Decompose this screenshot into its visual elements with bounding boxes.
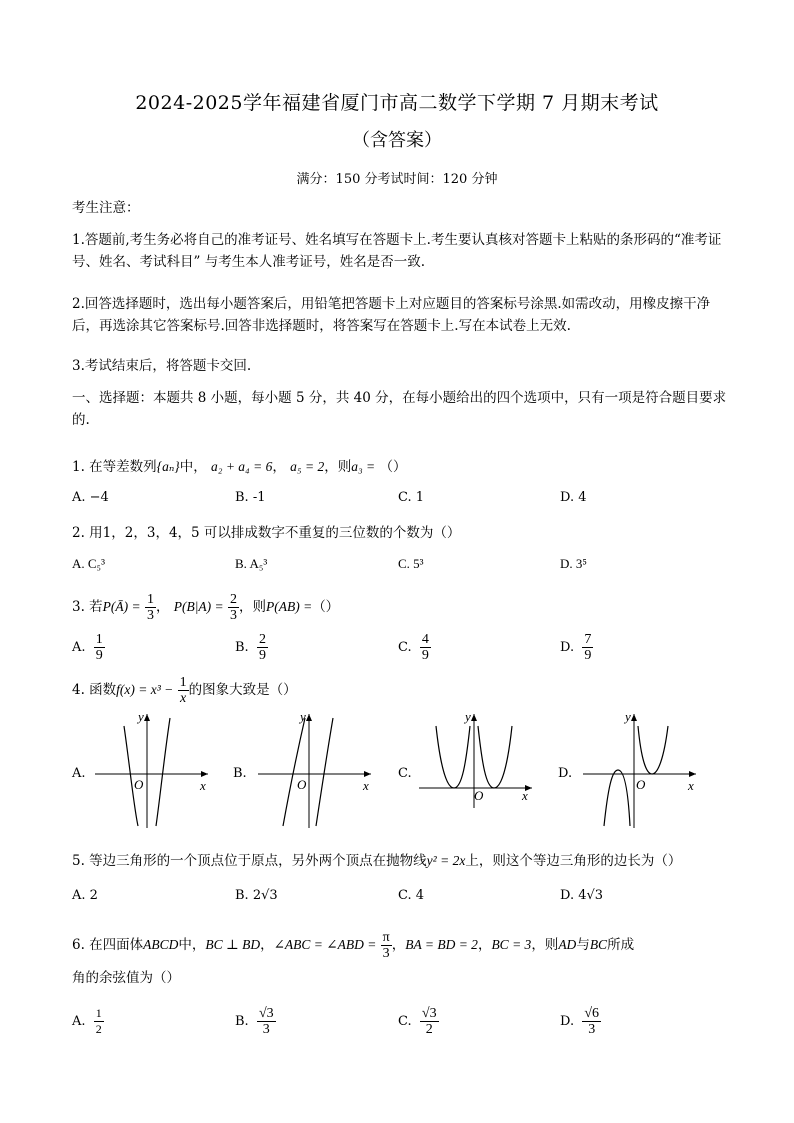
fraction-numerator: 1 bbox=[95, 632, 103, 647]
origin-label: O bbox=[474, 788, 484, 803]
question-1-paren: （） bbox=[379, 459, 407, 475]
fraction-numerator: 1 bbox=[146, 592, 154, 607]
question-6-text: 与 bbox=[576, 937, 590, 953]
question-6-prefix: 6. 在四面体 bbox=[72, 937, 144, 953]
question-1 bbox=[72, 455, 406, 475]
option-fraction bbox=[420, 1006, 439, 1037]
fraction-numerator: 1 bbox=[95, 1006, 102, 1020]
option-label: A. bbox=[72, 640, 86, 655]
question-4-function: f(x) = x³ − bbox=[116, 682, 174, 697]
fraction-denominator: 3 bbox=[146, 608, 154, 623]
question-4-option-d-label[interactable]: D. bbox=[558, 766, 573, 781]
fraction-numerator: 2 bbox=[258, 632, 266, 647]
question-2-option-c[interactable]: C. 5³ bbox=[398, 556, 424, 571]
notice-item-3: 3.考试结束后，将答题卡交回. bbox=[72, 358, 252, 374]
option-label: C. bbox=[398, 640, 412, 655]
question-6-option-a[interactable] bbox=[72, 1006, 104, 1037]
question-6-tetrahedron: ABCD bbox=[143, 937, 179, 952]
fraction-numerator: 1 bbox=[179, 675, 187, 690]
question-6-segment-ad: AD bbox=[558, 937, 577, 952]
fraction-denominator: 9 bbox=[584, 648, 592, 663]
notice-heading: 考生注意： bbox=[72, 200, 140, 216]
question-3-paren: （） bbox=[312, 599, 340, 615]
question-5 bbox=[72, 849, 681, 869]
origin-label: O bbox=[134, 777, 144, 792]
question-3-expr-2: P(B|A) = bbox=[173, 599, 224, 614]
option-label: A. bbox=[72, 1014, 86, 1029]
section-1-intro: 一、选择题：本题共 8 小题，每小题 5 分，共 40 分，在每小题给出的四个选项中，只有一项是符合题目要求的. bbox=[72, 390, 727, 428]
page-subtitle: （含答案） bbox=[352, 130, 442, 151]
question-5-option-a[interactable]: A. 2 bbox=[72, 888, 98, 903]
x-axis-label: x bbox=[200, 778, 206, 793]
fraction-numerator: √6 bbox=[584, 1006, 600, 1021]
question-6-fraction bbox=[381, 930, 392, 961]
fraction-numerator: 7 bbox=[584, 632, 592, 647]
fraction-denominator: 9 bbox=[95, 648, 103, 663]
question-6-option-b[interactable] bbox=[235, 1006, 276, 1037]
y-axis-label: y bbox=[625, 709, 631, 724]
notice-item-2: 2.回答选择题时，选出每小题答案后，用铅笔把答题卡上对应题目的答案标号涂黑.如需改动，用橡皮擦干净后，再选涂其它答案标号.回答非选择题时，将答案写在答题卡上.写在本试卷上无效. bbox=[72, 296, 711, 334]
option-fraction bbox=[94, 1006, 104, 1037]
x-axis-arrow bbox=[364, 771, 371, 777]
question-1-ask: a₃ = bbox=[351, 459, 376, 474]
y-axis-label: y bbox=[138, 709, 144, 724]
question-5-equation: y² = 2x bbox=[426, 853, 466, 868]
x-axis-label: x bbox=[688, 778, 694, 793]
question-5-option-c[interactable]: C. 4 bbox=[398, 888, 425, 903]
question-4-graph-a[interactable] bbox=[90, 708, 220, 833]
question-5-text: 上，则这个等边三角形的边长为（） bbox=[465, 853, 682, 869]
question-2-option-a[interactable]: A. C₅³ bbox=[72, 556, 105, 571]
question-4-graph-c[interactable] bbox=[414, 708, 544, 833]
question-6-segment-bc: BC bbox=[589, 937, 608, 952]
question-4-option-c-label[interactable]: C. bbox=[398, 766, 412, 781]
question-4-fraction bbox=[178, 675, 189, 706]
option-fraction bbox=[420, 632, 431, 663]
question-6-option-d[interactable] bbox=[560, 1006, 601, 1037]
question-3-option-c[interactable] bbox=[398, 632, 431, 663]
question-1-prefix: 1. 在等差数列 bbox=[72, 459, 157, 475]
curve-right bbox=[156, 718, 170, 826]
question-6-separator: ， bbox=[391, 937, 406, 953]
question-5-prefix: 5. 等边三角形的一个顶点位于原点，另外两个顶点在抛物线 bbox=[72, 853, 427, 869]
question-2: 2. 用1，2，3，4，5 可以排成数字不重复的三位数的个数为（） bbox=[72, 525, 461, 541]
y-axis-arrow bbox=[471, 714, 477, 721]
question-3-expr-1: P(Ā) = bbox=[102, 599, 141, 614]
question-4-graph-d[interactable] bbox=[578, 708, 708, 833]
option-fraction bbox=[94, 632, 105, 663]
question-3-option-b[interactable] bbox=[235, 632, 268, 663]
question-6-separator: ， bbox=[260, 937, 274, 953]
question-5-option-b[interactable]: B. 2√3 bbox=[235, 888, 278, 903]
question-6-separator: ， bbox=[477, 937, 492, 953]
question-4-text: 的图象大致是（） bbox=[188, 682, 297, 698]
question-5-option-d[interactable]: D. 4√3 bbox=[560, 888, 604, 903]
question-6-condition-4: BC = 3 bbox=[491, 937, 532, 952]
question-4 bbox=[72, 675, 297, 706]
origin-label: O bbox=[636, 777, 646, 792]
question-3-separator: ， bbox=[155, 599, 170, 615]
option-fraction bbox=[582, 632, 593, 663]
x-axis-arrow bbox=[201, 771, 208, 777]
curve-right bbox=[316, 718, 333, 826]
y-axis-label: y bbox=[465, 709, 471, 724]
x-axis-arrow bbox=[689, 771, 696, 777]
question-1-option-c[interactable]: C. 1 bbox=[398, 490, 425, 505]
fraction-denominator: 3 bbox=[382, 946, 390, 961]
question-6-text: 中， bbox=[178, 937, 206, 953]
page-title: 2024-2025学年福建省厦门市高二数学下学期 7 月期末考试 bbox=[135, 92, 659, 114]
question-6-text: ，则 bbox=[531, 937, 559, 953]
fraction-numerator: π bbox=[382, 930, 390, 945]
notice-item-1: 1.答题前,考生务必将自己的准考证号、姓名填写在答题卡上.考生要认真核对答题卡上粘贴的条形码的“准考证号、姓名、考试科目” 与考生本人准考证号，姓名是否一致. bbox=[72, 232, 722, 270]
curve-right bbox=[478, 726, 512, 788]
question-3-fraction-1 bbox=[145, 592, 156, 623]
question-2-option-d[interactable]: D. 3⁵ bbox=[560, 556, 587, 571]
curve-left bbox=[283, 718, 305, 826]
exam-meta: 满分：150 分考试时间：120 分钟 bbox=[296, 172, 498, 187]
question-1-condition-2: a₅ = 2 bbox=[290, 459, 325, 474]
origin-label: O bbox=[297, 777, 307, 792]
question-3-prefix: 3. 若 bbox=[72, 599, 103, 615]
curve-left bbox=[436, 726, 470, 788]
question-6-condition-1: BC ⊥ BD bbox=[205, 937, 261, 952]
fraction-denominator: 9 bbox=[258, 648, 266, 663]
question-1-option-a[interactable]: A. −4 bbox=[72, 490, 109, 505]
question-3-fraction-2 bbox=[228, 592, 239, 623]
question-3-expr-3: P(AB) = bbox=[265, 599, 313, 614]
option-label: D. bbox=[560, 1014, 575, 1029]
option-label: C. bbox=[398, 1014, 412, 1029]
fraction-numerator: 4 bbox=[421, 632, 429, 647]
question-6-text: 所成 bbox=[607, 937, 635, 953]
question-1-text: ，则 bbox=[324, 459, 352, 475]
x-axis-label: x bbox=[522, 788, 528, 803]
question-3-text: ，则 bbox=[238, 599, 266, 615]
option-fraction bbox=[257, 632, 268, 663]
option-label: B. bbox=[235, 1014, 249, 1029]
y-axis-label: y bbox=[300, 709, 306, 724]
fraction-denominator: 2 bbox=[95, 1022, 102, 1036]
question-1-condition-1: a₂ + a₄ = 6 bbox=[211, 459, 273, 474]
question-4-prefix: 4. 函数 bbox=[72, 682, 117, 698]
x-axis-label: x bbox=[363, 778, 369, 793]
fraction-denominator: x bbox=[179, 691, 187, 706]
question-6-condition-2: ∠ABC = ∠ABD = bbox=[273, 937, 377, 952]
question-6-condition-3: BA = BD = 2 bbox=[405, 937, 478, 952]
question-4-option-a-label[interactable]: A. bbox=[72, 766, 86, 781]
question-6-option-c[interactable] bbox=[398, 1006, 439, 1037]
question-1-option-b[interactable]: B. -1 bbox=[235, 490, 266, 505]
question-6 bbox=[72, 930, 634, 961]
fraction-denominator: 3 bbox=[262, 1022, 270, 1037]
question-3 bbox=[72, 592, 339, 623]
question-1-separator: ， bbox=[272, 459, 286, 475]
option-label: D. bbox=[560, 640, 575, 655]
y-axis-arrow bbox=[306, 714, 312, 721]
question-6-line-2: 角的余弦值为（） bbox=[72, 970, 180, 986]
fraction-numerator: 2 bbox=[229, 592, 237, 607]
curve-right bbox=[638, 726, 668, 774]
fraction-denominator: 3 bbox=[229, 608, 237, 623]
option-fraction bbox=[257, 1006, 276, 1037]
question-4-graph-b[interactable] bbox=[253, 708, 383, 833]
question-3-option-a[interactable] bbox=[72, 632, 105, 663]
y-axis-arrow bbox=[144, 714, 150, 721]
question-1-text: 中， bbox=[179, 459, 207, 475]
question-2-option-b[interactable]: B. A₅³ bbox=[235, 556, 268, 571]
fraction-denominator: 9 bbox=[421, 648, 429, 663]
option-fraction bbox=[582, 1006, 601, 1037]
question-1-sequence: {aₙ} bbox=[156, 459, 180, 474]
fraction-numerator: √3 bbox=[258, 1006, 274, 1021]
curve-left bbox=[604, 770, 630, 826]
question-4-option-b-label[interactable]: B. bbox=[233, 766, 247, 781]
fraction-numerator: √3 bbox=[421, 1006, 437, 1021]
fraction-denominator: 3 bbox=[588, 1022, 596, 1037]
y-axis-arrow bbox=[631, 714, 637, 721]
option-label: B. bbox=[235, 640, 249, 655]
question-3-option-d[interactable] bbox=[560, 632, 593, 663]
fraction-denominator: 2 bbox=[425, 1022, 433, 1037]
curve-left bbox=[124, 726, 138, 826]
question-1-option-d[interactable]: D. 4 bbox=[560, 490, 587, 505]
